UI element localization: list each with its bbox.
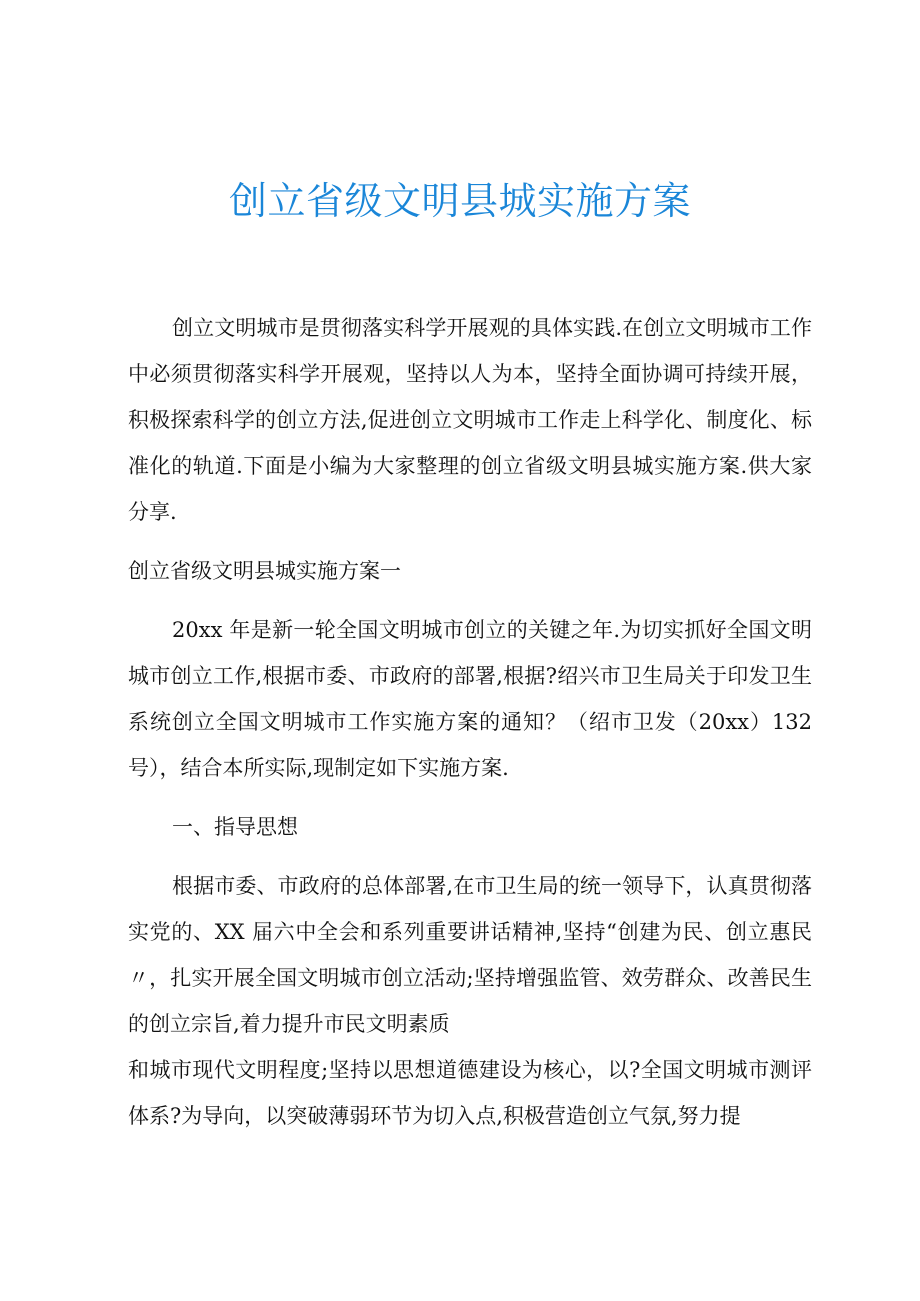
guiding-thought-paragraph: 根据市委、市政府的总体部署,在市卫生局的统一领导下，认真贯彻落实党的、XX 届六中全会和系列重要讲话精神,坚持“创建为民、创立惠民〃，扎实开展全国文明城市创立活动;坚持增强监管、效劳群众、改善民生的创立宗旨,着力提升市民文明素质 — [128, 874, 812, 1036]
document-title: 创立省级文明县城实施方案 — [228, 179, 691, 223]
document-body — [128, 305, 812, 1152]
plan-paragraph: 20xx 年是新一轮全国文明城市创立的关键之年.为切实抓好全国文明城市创立工作,根据市委、市政府的部署,根据?绍兴市卫生局关于印发卫生系统创立全国文明城市工作实施方案的通知？（绍市卫发（20xx）132 号），结合本所实际,现制定如下实施方案. — [128, 618, 812, 780]
continued-paragraph: 和城市现代文明程度;坚持以思想道德建设为核心，以?全国文明城市测评体系?为导向，以突破薄弱环节为切入点,积极营造创立气氛,努力提 — [128, 1058, 812, 1128]
plan-heading: 创立省级文明县城实施方案一 — [128, 559, 401, 583]
guiding-thought-heading: 一、指导思想 — [172, 815, 298, 839]
intro-paragraph: 创立文明城市是贯彻落实科学开展观的具体实践.在创立文明城市工作中必须贯彻落实科学开展观，坚持以人为本，坚持全面协调可持续开展，积极探索科学的创立方法,促进创立文明城市工作走上科学化、制度化、标准化的轨道.下面是小编为大家整理的创立省级文明县城实施方案.供大家分享. — [128, 316, 812, 524]
